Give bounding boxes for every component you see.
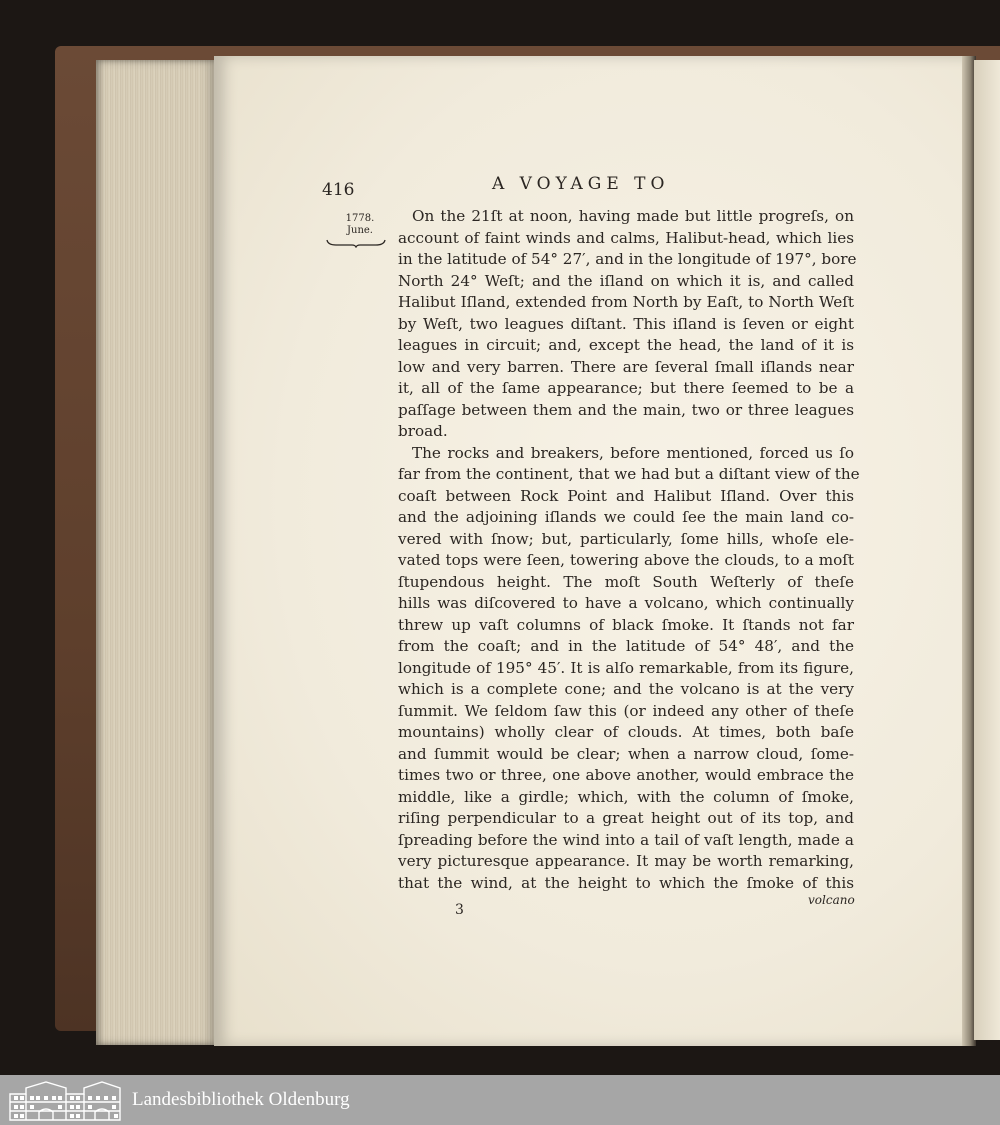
text-line: it, all of the ſame appearance; but there ſeemed to be a: [398, 379, 854, 397]
text-line: coaſt between Rock Point and Halibut Iſland. Over this: [398, 486, 854, 505]
text-line: ſtupendous height. The moſt South Weſterly of theſe: [398, 572, 854, 591]
margin-note: [332, 213, 388, 237]
text-line: far from the continent, that we had but a diſtant view of the: [398, 465, 860, 483]
margin-note-year: 1778.: [345, 213, 375, 224]
text-line: leagues in circuit; and, except the head, the land of it is: [398, 336, 854, 354]
text-line: times two or three, one above another, would embrace the: [398, 766, 854, 784]
text-line: threw up vaſt columns of black ſmoke. It ſtands not far: [398, 615, 854, 634]
text-line: that the wind, at the height to which the ſmoke of this: [398, 873, 854, 892]
text-line: hills was diſcovered to have a volcano, which continually: [398, 594, 854, 612]
margin-note-month: June.: [347, 225, 373, 236]
body-text: [398, 206, 860, 894]
running-head: A VOYAGE TO: [492, 174, 670, 194]
library-building-logo: [6, 1078, 124, 1122]
page-edge-block: [96, 60, 216, 1045]
text-line: broad.: [398, 422, 448, 440]
catchword: volcano: [808, 893, 855, 907]
text-line: very picturesque appearance. It may be worth remarking,: [398, 852, 854, 870]
text-line: riſing perpendicular to a great height out of its top, and: [398, 809, 854, 827]
text-line: and ſummit would be clear; when a narrow cloud, ſome-: [398, 744, 854, 763]
text-line: Halibut Iſland, extended from North by Eaſt, to North Weſt: [398, 293, 854, 311]
text-line: ſpreading before the wind into a tail of vaſt length, made a: [398, 830, 854, 849]
text-line: On the 21ſt at noon, having made but little progreſs, on: [412, 207, 854, 225]
text-line: North 24° Weſt; and the iſland on which it is, and called: [398, 271, 854, 290]
text-line: and the adjoining iſlands we could ſee the main land co-: [398, 508, 854, 526]
text-line: middle, like a girdle; which, with the column of ſmoke,: [398, 787, 854, 806]
text-line: account of faint winds and calms, Halibut-head, which lies: [398, 228, 854, 247]
page-number: 416: [322, 180, 355, 200]
text-line: ſummit. We ſeldom ſaw this (or indeed any other of theſe: [398, 701, 854, 720]
text-line: vered with ſnow; but, particularly, ſome hills, whoſe ele-: [398, 529, 854, 548]
text-line: low and very barren. There are ſeveral ſmall iſlands near: [398, 357, 854, 376]
text-line: from the coaſt; and in the latitude of 54° 48′, and the: [398, 637, 854, 655]
text-line: longitude of 195° 45′. It is alſo remarkable, from its figure,: [398, 658, 854, 677]
text-line: paſſage between them and the main, two or three leagues: [398, 400, 854, 419]
signature-mark: 3: [455, 902, 464, 918]
text-line: by Weſt, two leagues diſtant. This iſland is ſeven or eight: [398, 314, 854, 333]
text-line: vated tops were ſeen, towering above the clouds, to a moſt: [398, 551, 854, 569]
margin-brace: [326, 238, 386, 248]
text-line: in the latitude of 54° 27′, and in the longitude of 197°, bore: [398, 250, 857, 268]
text-line: mountains) wholly clear of clouds. At times, both baſe: [398, 723, 854, 741]
library-footer: [0, 1075, 1000, 1125]
library-name: Landesbibliothek Oldenburg: [132, 1089, 350, 1110]
text-line: which is a complete cone; and the volcano is at the very: [398, 680, 854, 698]
facing-page-edge: [974, 60, 1000, 1040]
text-line: The rocks and breakers, before mentioned, forced us ſo: [412, 443, 854, 462]
